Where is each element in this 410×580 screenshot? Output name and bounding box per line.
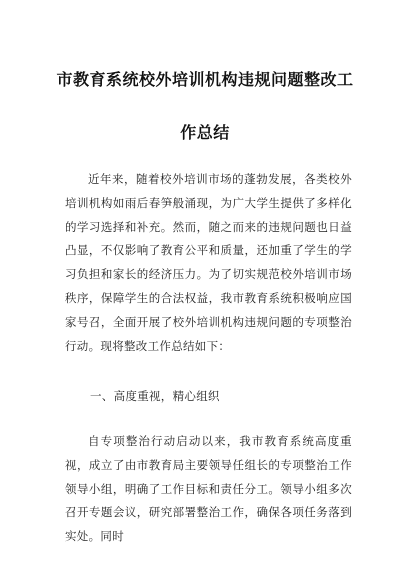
document-title-line-1: 市教育系统校外培训机构违规问题整改工 (56, 70, 354, 89)
intro-paragraph: 近年来，随着校外培训市场的蓬勃发展，各类校外培训机构如雨后春笋般涌现，为广大学生提供了多样化的学习选择和补充。然而，随之而来的违规问题也日益凸显，不仅影响了教育公平和质量，还加重了学生的学习负担和家长的经济压力。为了切实规范校外培训市场秩序，保障学生的合法权益，我市教育系统积极响应国家号召，全面开展了校外培训机构违规问题的专项整治行动。现将整改工作总结如下： (65, 172, 352, 353)
section-heading-1: 一、高度重视，精心组织 (90, 389, 220, 403)
document-title-line-2: 作总结 (180, 123, 230, 142)
section-1-paragraph: 自专项整治行动启动以来，我市教育系统高度重视，成立了由市教育局主要领导任组长的专项整治工作领导小组，明确了工作目标和责任分工。领导小组多次召开专题会议，研究部署整治工作，确保各项任务落到实处。同时 (65, 434, 352, 544)
